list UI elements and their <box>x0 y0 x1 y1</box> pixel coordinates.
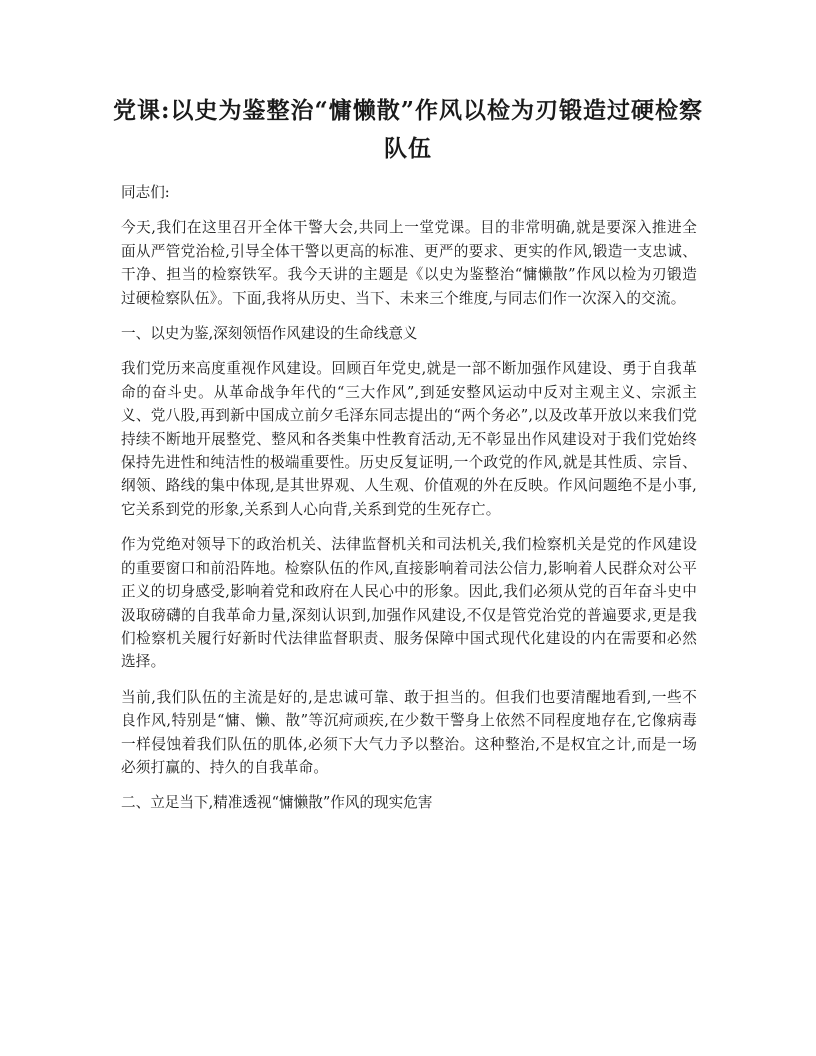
paragraph-intro: 今天,我们在这里召开全体干警大会,共同上一堂党课。目的非常明确,就是要深入推进全面从严管党治检,引导全体干警以更高的标准、更严的要求、更实的作风,锻造一支忠诚、干净、担当的检察铁军。我今天讲的主题是《以史为鉴整治“慵懒散”作风以检为刃锻造过硬检察队伍》。下面,我将从历史、当下、未来三个维度,与同志们作一次深入的交流。 <box>121 219 697 307</box>
paragraph-procuratorate-role: 作为党绝对领导下的政治机关、法律监督机关和司法机关,我们检察机关是党的作风建设的重要窗口和前沿阵地。检察队伍的作风,直接影响着司法公信力,影响着人民群众对公平正义的切身感受,影响着党和政府在人民心中的形象。因此,我们必须从党的百年奋斗史中汲取磅礴的自我革命力量,深刻认识到,加强作风建设,不仅是管党治党的普遍要求,更是我们检察机关履行好新时代法律监督职责、服务保障中国式现代化建设的内在需要和必然选择。 <box>121 536 697 671</box>
section-heading-2: 二、立足当下,精准透视“慵懒散”作风的现实危害 <box>121 794 433 812</box>
document-body <box>121 181 697 827</box>
document-title: 党课:以史为鉴整治“慵懒散”作风以检为刃锻造过硬检察队伍 <box>113 97 703 162</box>
paragraph-current-situation: 当前,我们队伍的主流是好的,是忠诚可靠、敢于担当的。但我们也要清醒地看到,一些不良作风,特别是“慵、懒、散”等沉疴顽疾,在少数干警身上依然不同程度地存在,它像病毒一样侵蚀着我们队伍的肌体,必须下大气力予以整治。这种整治,不是权宜之计,而是一场必须打赢的、持久的自我革命。 <box>121 688 697 776</box>
salutation: 同志们: <box>121 184 170 201</box>
section-heading-1: 一、以史为鉴,深刻领悟作风建设的生命线意义 <box>121 325 418 343</box>
paragraph-history: 我们党历来高度重视作风建设。回顾百年党史,就是一部不断加强作风建设、勇于自我革命的奋斗史。从革命战争年代的“三大作风”,到延安整风运动中反对主观主义、宗派主义、党八股,再到新中国成立前夕毛泽东同志提出的“两个务必”,以及改革开放以来我们党持续不断地开展整党、整风和各类集中性教育活动,无不彰显出作风建设对于我们党始终保持先进性和纯洁性的极端重要性。历史反复证明,一个政党的作风,就是其性质、宗旨、纲领、路线的集中体现,是其世界观、人生观、价值观的外在反映。作风问题绝不是小事,它关系到党的形象,关系到人心向背,关系到党的生死存亡。 <box>121 360 697 518</box>
